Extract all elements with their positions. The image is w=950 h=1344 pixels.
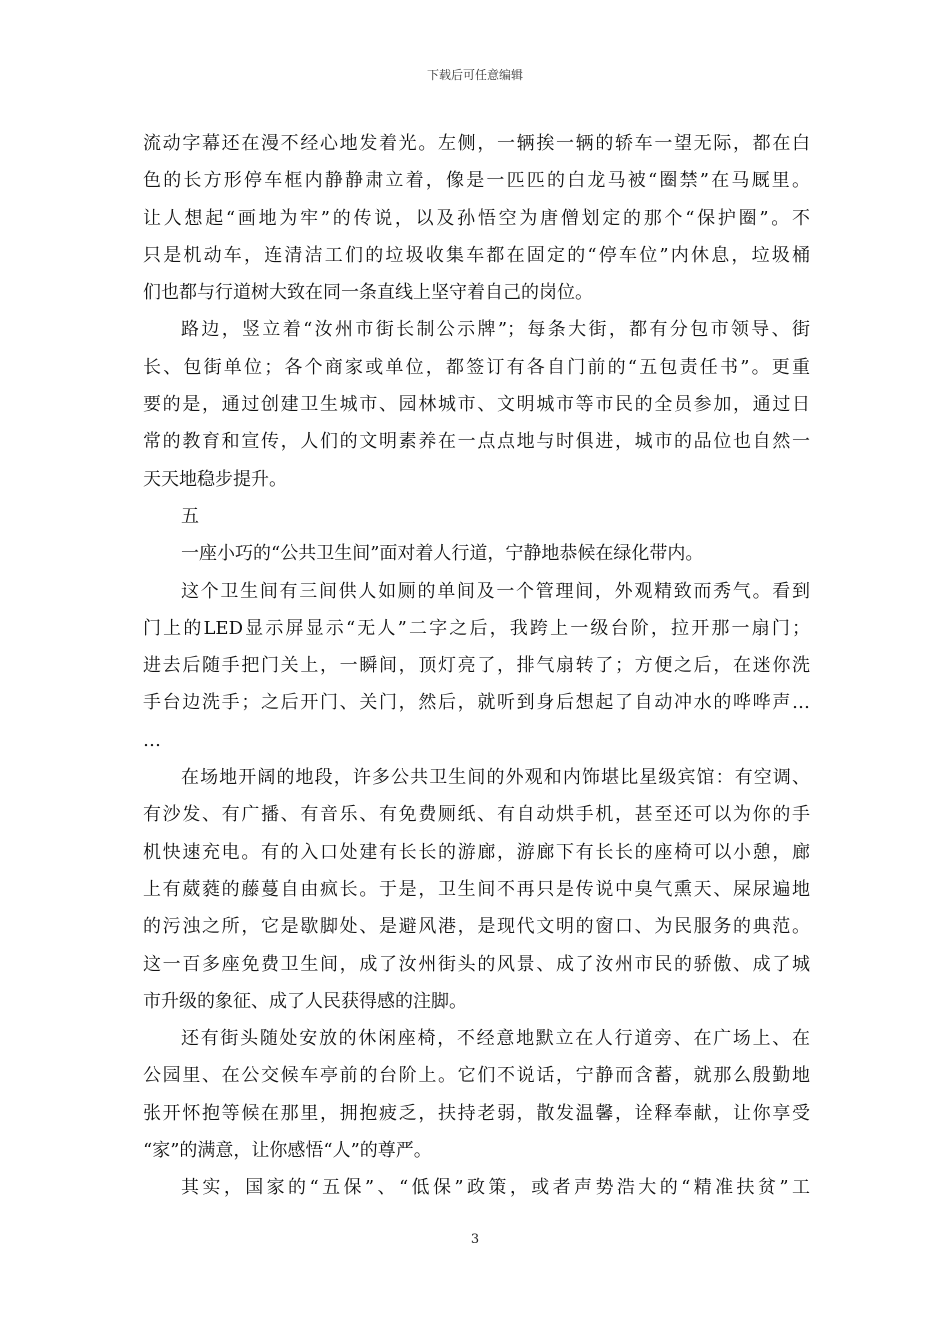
- text-line: 进去后随手把门关上，一瞬间，顶灯亮了，排气扇转了；方便之后，在迷你洗: [143, 655, 810, 677]
- text-line: 色的长方形停车框内静静肃立着，像是一匹匹的白龙马被“圈禁”在马厩里。: [143, 170, 810, 192]
- text-line: 的污浊之所，它是歇脚处、是避风港，是现代文明的窗口、为民服务的典范。: [143, 916, 810, 938]
- text-line: 上有葳蕤的藤蔓自由疯长。于是，卫生间不再只是传说中臭气熏天、屎尿遍地: [143, 878, 810, 900]
- text-line: 手台边洗手；之后开门、关门，然后，就听到身后想起了自动冲水的哗哗声…: [143, 692, 810, 714]
- paragraph-first-line: 路边，竖立着“汝州市街长制公示牌”；每条大街，都有分包市领导、街: [181, 319, 810, 341]
- paragraph-first-line: 一座小巧的“公共卫生间”面对着人行道，宁静地恭候在绿化带内。: [181, 543, 704, 565]
- text-line: 流动字幕还在漫不经心地发着光。左侧，一辆挨一辆的轿车一望无际，都在白: [143, 133, 810, 154]
- text-line: 张开怀抱等候在那里，拥抱疲乏，扶持老弱，散发温馨，诠释奉献，让你享受: [143, 1102, 810, 1124]
- text-line: 要的是，通过创建卫生城市、园林城市、文明城市等市民的全员参加，通过日: [143, 394, 810, 416]
- paragraph-first-line: 这个卫生间有三间供人如厕的单间及一个管理间，外观精致而秀气。看到: [181, 580, 810, 602]
- text-line: 们也都与行道树大致在同一条直线上坚守着自己的岗位。: [143, 282, 593, 304]
- text-line: “家”的满意，让你感悟“人”的尊严。: [143, 1140, 432, 1162]
- text-line: 机快速充电。有的入口处建有长长的游廊，游廊下有长长的座椅可以小憩，廊: [143, 841, 810, 863]
- text-line: 常的教育和宣传，人们的文明素养在一点点地与时俱进，城市的品位也自然一: [143, 431, 810, 453]
- document-body: [143, 125, 810, 1207]
- page-header: 下载后可任意编辑: [426, 68, 523, 82]
- text-line: 门上的LED显示屏显示“无人”二字之后，我跨上一级台阶，拉开那一扇门；: [143, 617, 810, 639]
- section-heading: 五: [181, 505, 199, 527]
- page-number: 3: [470, 1232, 480, 1247]
- text-line: 天天地稳步提升。: [143, 468, 287, 490]
- text-line: 这一百多座免费卫生间，成了汝州街头的风景、成了汝州市民的骄傲、成了城: [143, 953, 810, 975]
- text-line: 只是机动车，连清洁工们的垃圾收集车都在固定的“停车位”内休息，垃圾桶: [143, 244, 810, 266]
- text-line: 市升级的象征、成了人民获得感的注脚。: [143, 990, 467, 1012]
- paragraph-first-line: 还有街头随处安放的休闲座椅，不经意地默立在人行道旁、在广场上、在: [181, 1028, 810, 1050]
- text-line: 公园里、在公交候车亭前的台阶上。它们不说话，宁静而含蓄，就那么殷勤地: [143, 1065, 810, 1087]
- paragraph-first-line: 在场地开阔的地段，许多公共卫生间的外观和内饰堪比星级宾馆：有空调、: [181, 767, 810, 789]
- text-line: …: [143, 729, 161, 751]
- text-line: 有沙发、有广播、有音乐、有免费厕纸、有自动烘手机，甚至还可以为你的手: [143, 804, 810, 826]
- text-line: 长、包街单位；各个商家或单位，都签订有各自门前的“五包责任书”。更重: [143, 356, 810, 378]
- text-line: 让人想起“画地为牢”的传说，以及孙悟空为唐僧划定的那个“保护圈”。不: [143, 207, 810, 229]
- paragraph-first-line: 其实，国家的“五保”、“低保”政策，或者声势浩大的“精准扶贫”工: [181, 1177, 810, 1199]
